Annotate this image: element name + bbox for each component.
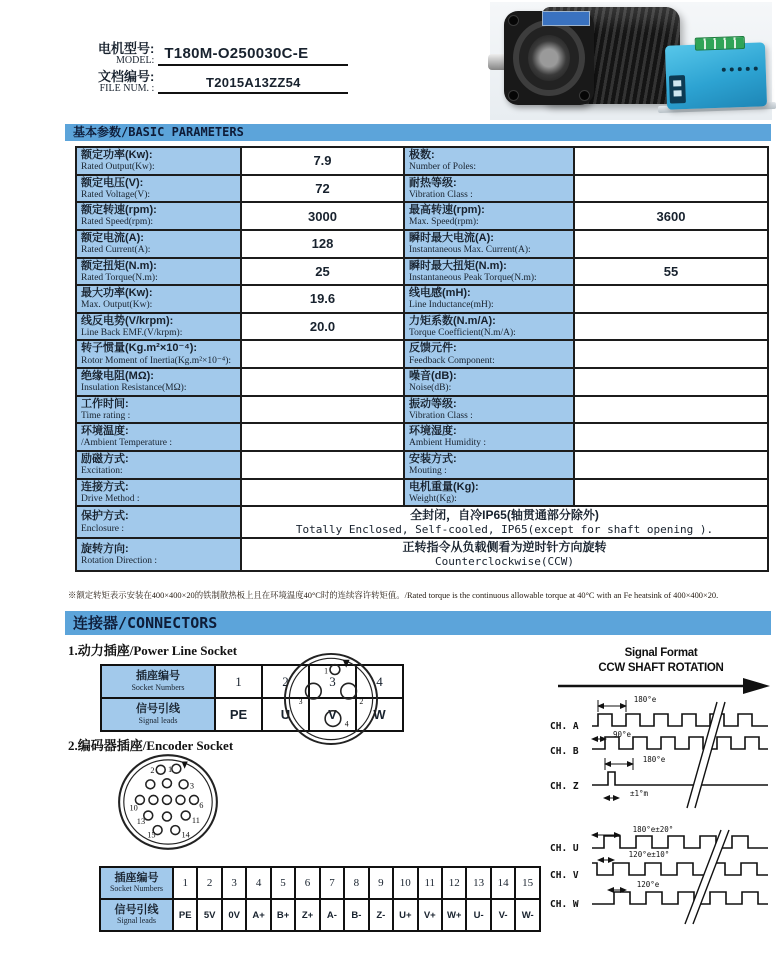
pin [176, 795, 185, 804]
socket-numbers-row [100, 867, 540, 899]
pin-label: 6 [199, 801, 204, 811]
pin-3 [306, 683, 322, 699]
param-label-en: Torque Coefficient(N.m/A): [409, 327, 516, 338]
signal-lead: W [356, 698, 403, 731]
param-label-en: Enclosure : [81, 523, 125, 534]
pin [162, 812, 171, 821]
signal-lead: Z+ [295, 899, 319, 931]
table-row [76, 340, 768, 368]
param-label-zh: 额定转速(rpm): [81, 204, 157, 217]
param-label-en: Rated Voltage(V): [81, 189, 151, 200]
pin-label: 13 [136, 816, 146, 826]
enclosure-value-en: Totally Enclosed, Self-cooled, IP65(except for shaft opening ). [295, 523, 714, 537]
param-label-zh: 连接方式: [81, 480, 129, 493]
param-label-en: Mouting : [409, 466, 447, 477]
param-value: 3600 [574, 202, 768, 230]
socket-number: 2 [262, 665, 309, 698]
key-mark-icon [182, 761, 188, 768]
pin [162, 779, 171, 788]
key-mark-icon [343, 660, 350, 668]
param-label-en: Rated Speed(rpm): [81, 217, 154, 228]
param-label-en: Number of Poles: [409, 162, 477, 173]
param-label-en: Vibration Class : [409, 410, 473, 421]
signal-lead: V+ [418, 899, 442, 931]
motor-nameplate [542, 11, 590, 26]
pin [171, 826, 180, 835]
param-label-zh: 保护方式: [81, 510, 129, 523]
socket-number: 7 [320, 867, 344, 899]
table-row [76, 451, 768, 479]
signal-lead: B+ [271, 899, 295, 931]
motor-photo [490, 2, 772, 120]
param-label-zh: 噪音(dB): [409, 370, 457, 382]
driver-box [665, 42, 767, 109]
signal-lead: W+ [442, 899, 466, 931]
socket-number: 9 [369, 867, 393, 899]
socket-numbers-label-en: Socket Numbers [109, 884, 164, 894]
param-label-zh: 最大功率(Kw): [81, 287, 153, 300]
param-label-zh: 振动等级: [409, 397, 457, 410]
socket-numbers-label-en: Socket Numbers [131, 682, 185, 692]
pin-label: 3 [298, 696, 303, 706]
bolt-hole [508, 90, 519, 101]
waveform-ch-z [592, 772, 768, 785]
param-label-zh: 旋转方向: [81, 542, 129, 555]
socket-number: 3 [222, 867, 246, 899]
rotation-value-en: Counterclockwise(CCW) [434, 555, 575, 569]
table-row [76, 313, 768, 341]
pin-2 [341, 683, 357, 699]
socket-number: 13 [466, 867, 490, 899]
param-label-en: Insulation Resistance(MΩ): [81, 383, 187, 394]
document-header [98, 42, 348, 98]
param-label-en: Rotation Direction : [81, 555, 157, 566]
waveform-ch-a [592, 714, 768, 726]
signal-leads-label-zh: 信号引线 [136, 703, 180, 716]
signal-lead: 5V [197, 899, 221, 931]
param-value [574, 340, 768, 368]
annotation-120e-w: 120°e [636, 880, 660, 889]
signal-title-line1: Signal Format [624, 647, 698, 659]
signal-leads-label-zh: 信号引线 [114, 903, 159, 916]
param-value [574, 479, 768, 507]
rotation-direction-arrow [558, 678, 770, 694]
param-value: 3000 [241, 202, 404, 230]
param-label-zh: 绝缘电阻(MΩ): [81, 370, 154, 382]
flange-hub [528, 35, 570, 81]
table-row [76, 230, 768, 258]
encoder-socket-diagram [116, 752, 220, 852]
enclosure-value-zh: 全封闭，自冷IP65(轴贯通部分除外) [410, 508, 599, 523]
file-label-zh: 文档编号: [98, 69, 155, 85]
table-row [76, 368, 768, 396]
param-label-zh: 励磁方式: [81, 452, 129, 465]
pin-label: 1 [168, 764, 173, 774]
param-value [241, 479, 404, 507]
signal-format-diagram [546, 642, 776, 954]
table-row [76, 258, 768, 286]
param-value [241, 368, 404, 396]
socket-numbers-label-zh: 插座编号 [136, 670, 180, 683]
socket-number: 10 [393, 867, 417, 899]
pin-4 [325, 711, 341, 727]
param-label-en: /Ambient Temperature : [81, 438, 172, 449]
pin-label: 14 [181, 830, 190, 840]
param-label-en: Excitation: [81, 466, 123, 477]
param-label-en: Drive Method : [81, 493, 140, 504]
annotation-120e10-v: 120°e±10° [628, 850, 670, 859]
waveform-ch-v [592, 863, 768, 875]
param-label-zh: 环境温度: [81, 425, 129, 438]
param-value [241, 340, 404, 368]
bolt-hole [579, 90, 590, 101]
signal-lead: W- [515, 899, 540, 931]
param-label-zh: 转子惯量(Kg.m²×10⁻⁴): [81, 342, 198, 355]
param-label-zh: 额定电压(V): [81, 176, 144, 189]
socket-number: 11 [418, 867, 442, 899]
param-value [241, 423, 404, 451]
model-label-en: MODEL: [116, 54, 155, 66]
pin-label: 11 [191, 815, 200, 825]
signal-leads-row [100, 899, 540, 931]
table-row [76, 147, 768, 175]
annotation-180e-a: 180°e [633, 695, 657, 704]
pin [190, 795, 199, 804]
param-label-zh: 安装方式: [409, 452, 457, 465]
file-value: T2015A13ZZ54 [158, 75, 348, 94]
param-value: 128 [241, 230, 404, 258]
param-value [574, 230, 768, 258]
param-value [574, 175, 768, 203]
param-label-en: Max. Speed(rpm): [409, 217, 479, 228]
param-value: 25 [241, 258, 404, 286]
section-connectors: 连接器/CONNECTORS [65, 611, 771, 635]
param-value [241, 396, 404, 424]
file-label-en: FILE NUM. : [99, 82, 155, 94]
socket-number: 8 [344, 867, 368, 899]
power-socket-title: 1.动力插座/Power Line Socket [68, 643, 238, 658]
waveform-break [687, 702, 725, 808]
table-row [76, 396, 768, 424]
channel-label: CH. U [550, 843, 579, 854]
socket-number: 3 [309, 665, 356, 698]
param-label-en: Feedback Component: [409, 355, 495, 366]
socket-number: 5 [271, 867, 295, 899]
signal-title-line2: CCW SHAFT ROTATION [598, 662, 724, 674]
param-label-en: Line Inductance(mH): [409, 300, 494, 311]
model-row [98, 42, 348, 66]
table-row [76, 202, 768, 230]
param-value [574, 396, 768, 424]
signal-lead: Z- [369, 899, 393, 931]
param-label-en: Max. Output(Kw): [81, 300, 153, 311]
waveform-ch-w [592, 892, 768, 904]
channel-label: CH. B [550, 746, 579, 757]
signal-leads-label-en: Signal leads [138, 715, 178, 725]
basic-parameters-table [75, 146, 769, 572]
socket-number: 4 [356, 665, 403, 698]
param-label-en: Rated Torque(N.m): [81, 272, 158, 283]
rotation-value-zh: 正转指令从负载侧看为逆时针方向旋转 [402, 540, 607, 555]
table-row [76, 423, 768, 451]
model-label-zh: 电机型号: [98, 41, 155, 56]
socket-number: 6 [295, 867, 319, 899]
param-label-en: Instantaneous Max. Current(A): [409, 245, 531, 256]
param-label-zh: 线电感(mH): [409, 287, 471, 300]
param-label-zh: 额定功率(Kw): [81, 149, 153, 161]
param-value: 72 [241, 175, 404, 203]
pin [181, 811, 190, 820]
param-label-en: Noise(dB): [409, 383, 452, 394]
signal-leads-label-en: Signal leads [117, 916, 156, 926]
driver-leds [722, 68, 726, 72]
signal-lead: A+ [246, 899, 270, 931]
param-value: 7.9 [241, 147, 404, 175]
pin [156, 765, 165, 774]
signal-lead: B- [344, 899, 368, 931]
annotation-90e: 90°e [612, 730, 632, 739]
encoder-socket-table [99, 866, 541, 932]
pin [162, 795, 171, 804]
encoder-socket-title: 2.编码器插座/Encoder Socket [68, 738, 234, 753]
param-label-zh: 反馈元件: [409, 342, 457, 355]
param-value [241, 451, 404, 479]
param-value [574, 368, 768, 396]
signal-lead: U [262, 698, 309, 731]
signal-lead: U+ [393, 899, 417, 931]
socket-number: 1 [173, 867, 197, 899]
power-socket-diagram [282, 650, 380, 746]
param-label-en: Rotor Moment of Inertia(Kg.m²×10⁻⁴): [81, 355, 232, 366]
pin-1 [330, 665, 340, 675]
annotation-180e20-u: 180°e±20° [632, 825, 674, 834]
param-label-zh: 瞬时最大扭矩(N.m): [409, 259, 507, 272]
table-row [76, 479, 768, 507]
section-basic-parameters: 基本参数/BASIC PARAMETERS [65, 124, 771, 141]
pin-label: 4 [344, 719, 349, 729]
pin-label: 15 [147, 830, 156, 840]
param-label-en: Ambient Humidity : [409, 438, 487, 449]
param-label-zh: 瞬时最大电流(A): [409, 231, 494, 244]
waveform-break [685, 830, 729, 924]
signal-lead: PE [173, 899, 197, 931]
param-label-en: Instantaneous Peak Torque(N.m): [409, 272, 537, 283]
param-label-zh: 极数: [409, 149, 435, 161]
waveform-ch-u [592, 836, 768, 848]
pin [179, 780, 188, 789]
socket-number: 1 [215, 665, 262, 698]
pin [146, 780, 155, 789]
signal-lead: V- [491, 899, 515, 931]
socket-number: 2 [197, 867, 221, 899]
param-label-zh: 环境湿度: [409, 425, 457, 438]
signal-lead: V [309, 698, 356, 731]
param-value: 55 [574, 258, 768, 286]
pin-label: 1 [324, 666, 329, 676]
channel-label: CH. W [550, 899, 579, 910]
param-value [574, 285, 768, 313]
signal-lead: A- [320, 899, 344, 931]
param-label-zh: 耐热等级: [409, 176, 457, 189]
param-value [574, 147, 768, 175]
table-row-rotation [76, 538, 768, 570]
param-label-en: Rated Output(Kw): [81, 162, 155, 173]
model-value: T180M-O250030C-E [158, 45, 348, 66]
pin [149, 795, 158, 804]
signal-lead: U- [466, 899, 490, 931]
param-label-zh: 线反电势(V/krpm): [81, 314, 174, 327]
bolt-hole [508, 15, 519, 26]
param-label-en: Time rating : [81, 410, 131, 421]
annotation-1m-z: ±1°m [629, 789, 649, 798]
table-row-enclosure [76, 506, 768, 538]
file-row [98, 70, 348, 94]
param-label-zh: 最高转速(rpm): [409, 204, 485, 217]
socket-number: 15 [515, 867, 540, 899]
pin-label: 2 [359, 696, 364, 706]
pin [172, 764, 181, 773]
socket-number: 12 [442, 867, 466, 899]
param-label-en: Line Back EMF.(V/krpm): [81, 327, 183, 338]
driver-terminal-block [695, 36, 745, 51]
table-row [76, 175, 768, 203]
signal-lead: 0V [222, 899, 246, 931]
channel-label: CH. Z [550, 781, 579, 792]
param-value [574, 313, 768, 341]
socket-number: 4 [246, 867, 270, 899]
socket-numbers-label-zh: 插座编号 [114, 871, 159, 884]
rated-torque-footnote: ※额定转矩表示安装在400×400×20的铁制散热板上且在环境温度40°C时的连续容许转矩值。/Rated torque is the continuous allowable torque at 40°C with an Fe heatsink of 400×400×20. [68, 591, 719, 600]
pin-label: 3 [189, 781, 194, 791]
param-label-en: Weight(Kg): [409, 493, 457, 504]
param-label-zh: 额定扭矩(N.m): [81, 259, 157, 272]
driver-connector-panel [669, 75, 686, 104]
pin-label: 2 [150, 765, 155, 775]
channel-label: CH. A [550, 721, 579, 732]
param-label-zh: 力矩系数(N.m/A): [409, 314, 496, 327]
param-label-en: Rated Current(A): [81, 245, 151, 256]
param-label-zh: 额定电流(A): [81, 231, 144, 244]
driver-slot [673, 80, 681, 86]
param-value [574, 423, 768, 451]
param-label-zh: 工作时间: [81, 397, 129, 410]
param-label-en: Vibration Class : [409, 189, 473, 200]
param-label-zh: 电机重量(Kg): [409, 480, 479, 493]
socket-number: 14 [491, 867, 515, 899]
pin-label: 10 [129, 803, 138, 813]
param-value: 19.6 [241, 285, 404, 313]
param-value [574, 451, 768, 479]
table-row [76, 285, 768, 313]
annotation-180e-b: 180°e [642, 755, 666, 764]
channel-label: CH. V [550, 870, 579, 881]
param-value: 20.0 [241, 313, 404, 341]
signal-lead: PE [215, 698, 262, 731]
